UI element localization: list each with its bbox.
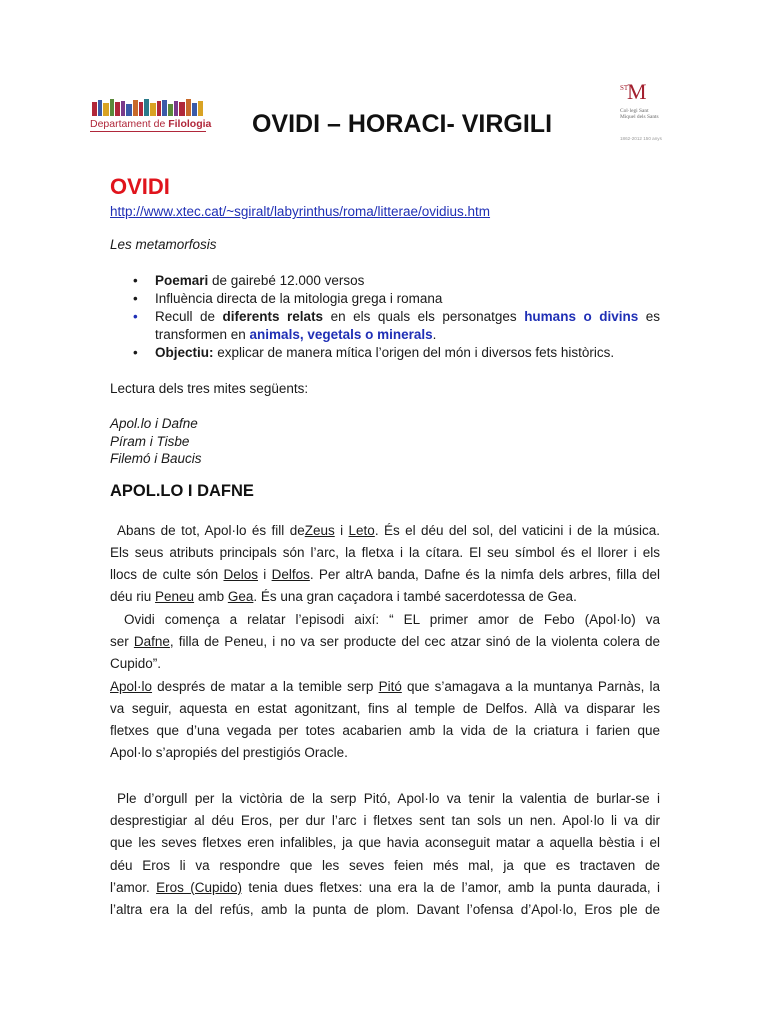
reading-instruction: Lectura dels tres mites següents: [110,381,309,396]
books-icon [92,96,204,116]
bullet-icon: • [133,345,138,360]
list-item: • Objectiu: explicar de manera mítica l’origen del món i diversos fets històrics. [133,345,615,360]
myth-item: Filemó i Baucis [110,451,202,466]
school-name: Col·legi Sant Miquel dels Sants [620,108,659,121]
section-heading-apollo: APOL.LO I DAFNE [110,481,254,500]
filologia-department-logo [88,92,212,138]
paragraph-apollo-intro: Abans de tot, Apol·lo és fill deZeus i Leto. És el déu del sol, del vaticini i de la música. Els seus atributs principals són l’arc, la fletxa i la cítara. El seu símbol és el llorer i els llocs de culte són Delos i Delfos. Per altrA banda, Dafne és la nimfa dels arbres, filla del déu riu Peneu amb Gea. És una gran caçadora i també sacerdotessa de Gea. Ovidi comença a relatar l’episodi així: “ EL primer amor de Febo (Apol·lo) va ser Dafne, filla de Peneu, i no va ser producte del cec atzar sinó de la violenta colera de Cupido”. Apol·lo després de matar a la temible serp Pitó que s’amagava a la muntanya Parnàs, la va seguir, aquesta en estat agonitzant, fins al temple de Delfos. Allà va disparar les fletxes que d’una vegada per totes acabarien amb la vida de la criatura i farien que Apol·lo s’apropiés del prestigiós Oracle. [110,522,661,761]
ovidius-link[interactable]: http://www.xtec.cat/~sgiralt/labyrinthus/roma/litterae/ovidius.htm [110,204,491,219]
paragraph-apollo-eros: Ple d’orgull per la victòria de la serp Pitó, Apol·lo va tenir la valentia de burlar-se i desprestigiar al déu Eros, per dur l’arc i fletxes sent tan sols un nen. Apol·lo li va dir que les seves fletxes eren infalibles, ja que havia aconseguit matar a aquella bèstia i el déu Eros li va respondre que les seves feien més mal, ja que es tractaven de l’amor. Eros (Cupido) tenia dues fletxes: una era la de l’amor, amb la punta daurada, i l’altra era la del refús, amb la punta de plom. Davant l’ofensa d’Apol·lo, Eros ple de [110,790,661,918]
school-logo [614,79,672,164]
section-heading-ovidi: OVIDI [110,174,170,199]
department-label: Departament de Filologia [90,118,212,130]
myth-item: Píram i Tisbe [110,433,190,449]
myth-list [110,415,660,468]
document-body [110,172,660,922]
bullet-icon: • [133,309,138,324]
document-title: OVIDI – HORACI- VIRGILI [251,110,553,138]
bullet-icon: • [133,291,138,306]
subheading-metamorfosis: Les metamorfosis [110,237,217,252]
bullet-icon: • [133,273,138,288]
myth-item: Apol.lo i Dafne [110,416,198,431]
list-item: • Influència directa de la mitologia grega i romana [133,291,443,306]
school-logo-mark: ST M [620,79,647,104]
school-years: 1862-2012 150 anys [620,136,662,141]
list-item: • Recull de diferents relats en els quals els personatges humans o divins es transformen en animals, vegetals o minerals. [133,309,660,342]
metamorfosis-bullet-list [110,272,660,362]
list-item: • Poemari de gairebé 12.000 versos [133,273,365,288]
